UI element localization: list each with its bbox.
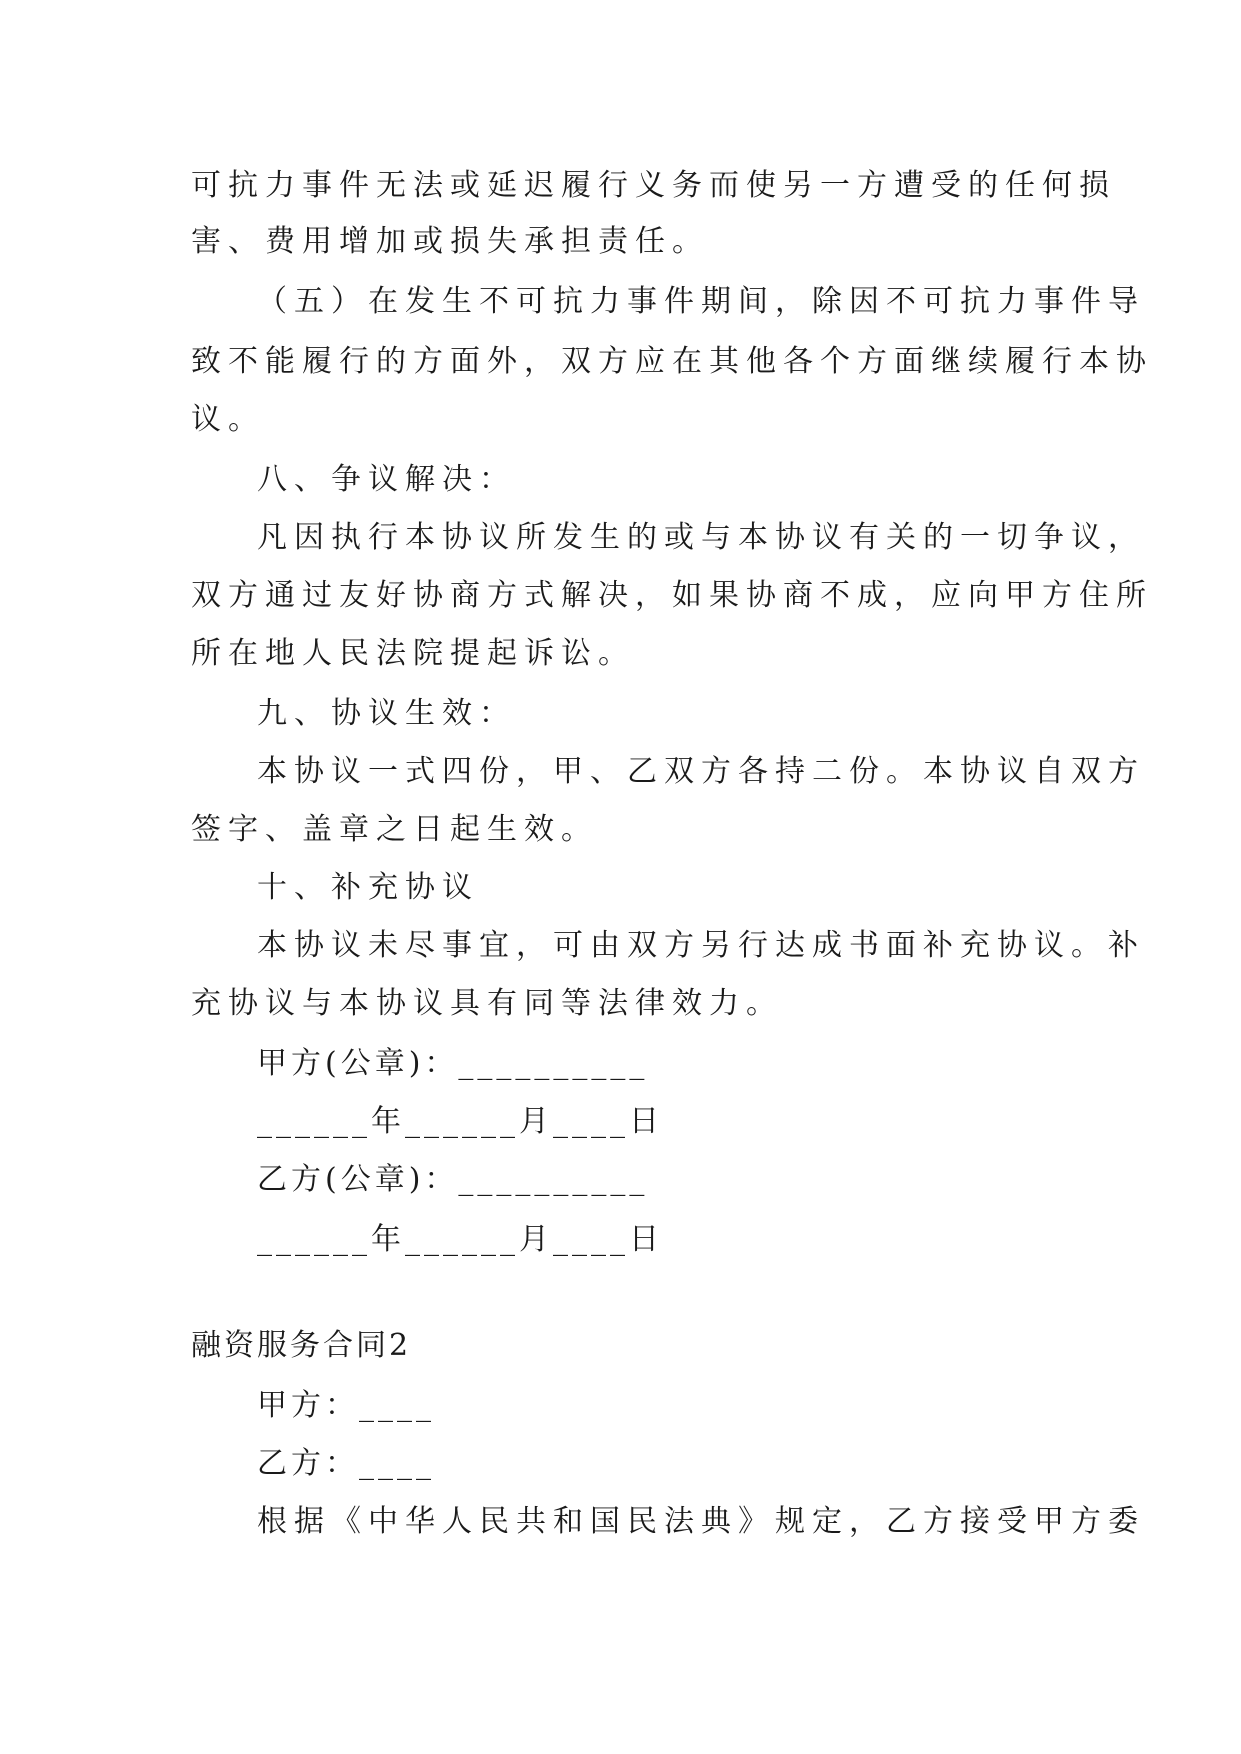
paragraph-line: 可抗力事件无法或延迟履行义务而使另一方遭受的任何损 (191, 168, 1116, 203)
paragraph-line: 本协议一式四份，甲、乙双方各持二份。本协议自双方 (257, 754, 1145, 789)
party-a-date-line: ______年______月____日 (257, 1104, 663, 1139)
paragraph-line: 双方通过友好协商方式解决，如果协商不成，应向甲方住所 (191, 578, 1153, 613)
paragraph-line: （五）在发生不可抗力事件期间，除因不可抗力事件导 (257, 284, 1145, 319)
paragraph-line: 充协议与本协议具有同等法律效力。 (191, 986, 783, 1021)
paragraph-line: 签字、盖章之日起生效。 (191, 812, 598, 847)
paragraph-line: 议。 (191, 402, 265, 437)
paragraph-line: 根据《中华人民共和国民法典》规定，乙方接受甲方委 (257, 1504, 1145, 1539)
party-b-seal-line: 乙方(公章)：__________ (257, 1162, 649, 1197)
paragraph-line: 致不能履行的方面外，双方应在其他各个方面继续履行本协 (191, 344, 1153, 379)
party-b-date-line: ______年______月____日 (257, 1222, 663, 1257)
party-a-seal-line: 甲方(公章)：__________ (257, 1046, 649, 1081)
party-a-line: 甲方：____ (257, 1388, 435, 1423)
section-heading: 十、补充协议 (257, 870, 479, 905)
party-b-line: 乙方：____ (257, 1446, 435, 1481)
section-heading: 九、协议生效： (257, 696, 516, 731)
contract-title: 融资服务合同2 (191, 1328, 412, 1363)
section-heading: 八、争议解决： (257, 462, 516, 497)
paragraph-line: 害、费用增加或损失承担责任。 (191, 224, 709, 259)
paragraph-line: 本协议未尽事宜，可由双方另行达成书面补充协议。补 (257, 928, 1145, 963)
paragraph-line: 凡因执行本协议所发生的或与本协议有关的一切争议， (257, 520, 1145, 555)
paragraph-line: 所在地人民法院提起诉讼。 (191, 636, 635, 671)
